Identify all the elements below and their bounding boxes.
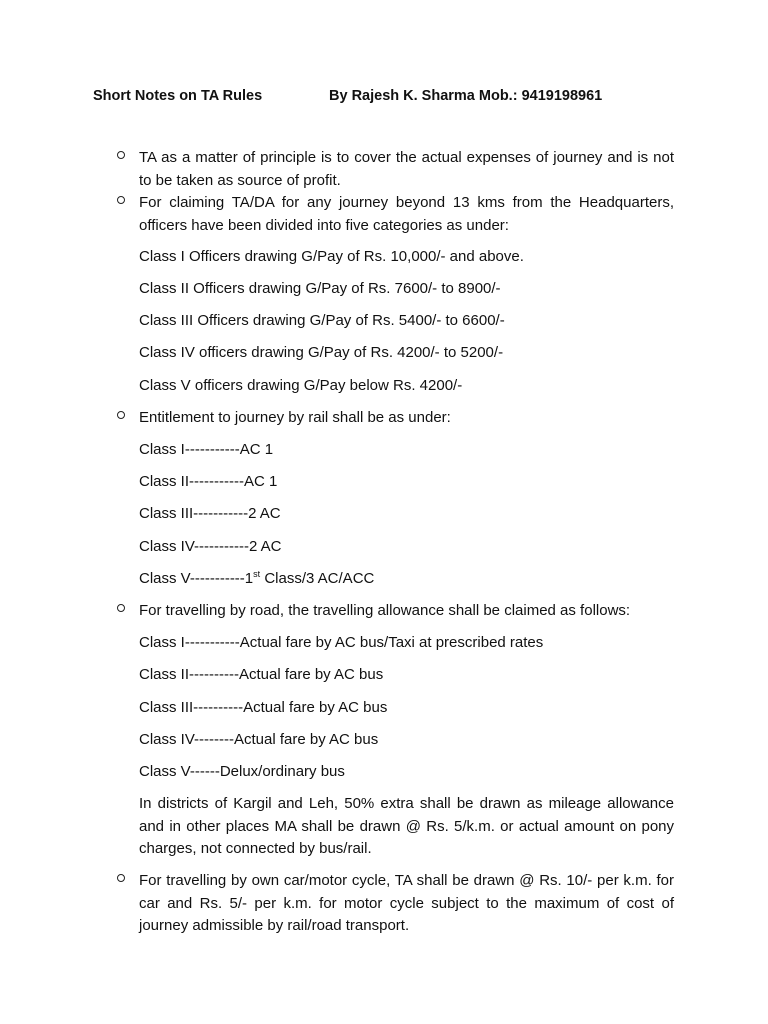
ordinal-superscript: st [253,569,261,579]
bullet-text: For travelling by own car/motor cycle, TA shall be drawn @ Rs. 10/- per k.m. for car and Rs. 5/- per k.m. for motor cycle subject to the maximum of cost of journey admissible by rail/road transport. [139,872,674,934]
rail-entitlement-line [139,568,679,591]
category-line: Class V officers drawing G/Pay below Rs. 4200/- [139,377,463,394]
road-allowance-line: Class IV--------Actual fare by AC bus [139,731,379,748]
rail-entitlement-line: Class III-----------2 AC [139,505,281,522]
hollow-circle-bullet-icon [117,411,125,419]
bullet-text: Entitlement to journey by rail shall be as under: [139,409,451,426]
document-header [93,88,693,110]
category-line: Class III Officers drawing G/Pay of Rs. 5400/- to 6600/- [139,312,505,329]
road-allowance-line: Class II----------Actual fare by AC bus [139,666,384,683]
rail-class5-prefix: Class V-----------1 [139,570,254,587]
rail-class5-suffix: Class/3 AC/ACC [260,570,375,587]
rail-entitlement-line: Class IV-----------2 AC [139,538,282,555]
category-line: Class II Officers drawing G/Pay of Rs. 7600/- to 8900/- [139,280,501,297]
hollow-circle-bullet-icon [117,604,125,612]
road-allowance-line: Class I-----------Actual fare by AC bus/Taxi at prescribed rates [139,634,544,651]
hollow-circle-bullet-icon [117,151,125,159]
author-byline: By Rajesh K. Sharma Mob.: 9419198961 [329,88,603,104]
document-title: Short Notes on TA Rules [93,88,263,104]
bullet-text: For travelling by road, the travelling allowance shall be claimed as follows: [139,602,631,619]
road-allowance-line: Class III----------Actual fare by AC bus [139,699,388,716]
road-allowance-line: Class V------Delux/ordinary bus [139,763,345,780]
hollow-circle-bullet-icon [117,874,125,882]
category-line: Class I Officers drawing G/Pay of Rs. 10,000/- and above. [139,248,524,265]
rail-entitlement-line: Class I-----------AC 1 [139,441,274,458]
road-note-paragraph: In districts of Kargil and Leh, 50% extra shall be drawn as mileage allowance and in other places MA shall be drawn @ Rs. 5/k.m. or actual amount on pony charges, not connected by bus/rail. [139,795,674,857]
hollow-circle-bullet-icon [117,196,125,204]
bullet-text: TA as a matter of principle is to cover the actual expenses of journey and is not to be taken as source of profit. [139,149,674,189]
category-line: Class IV officers drawing G/Pay of Rs. 4200/- to 5200/- [139,344,504,361]
bullet-text: For claiming TA/DA for any journey beyond 13 kms from the Headquarters, officers have been divided into five categories as under: [139,194,674,234]
rail-entitlement-line: Class II-----------AC 1 [139,473,278,490]
